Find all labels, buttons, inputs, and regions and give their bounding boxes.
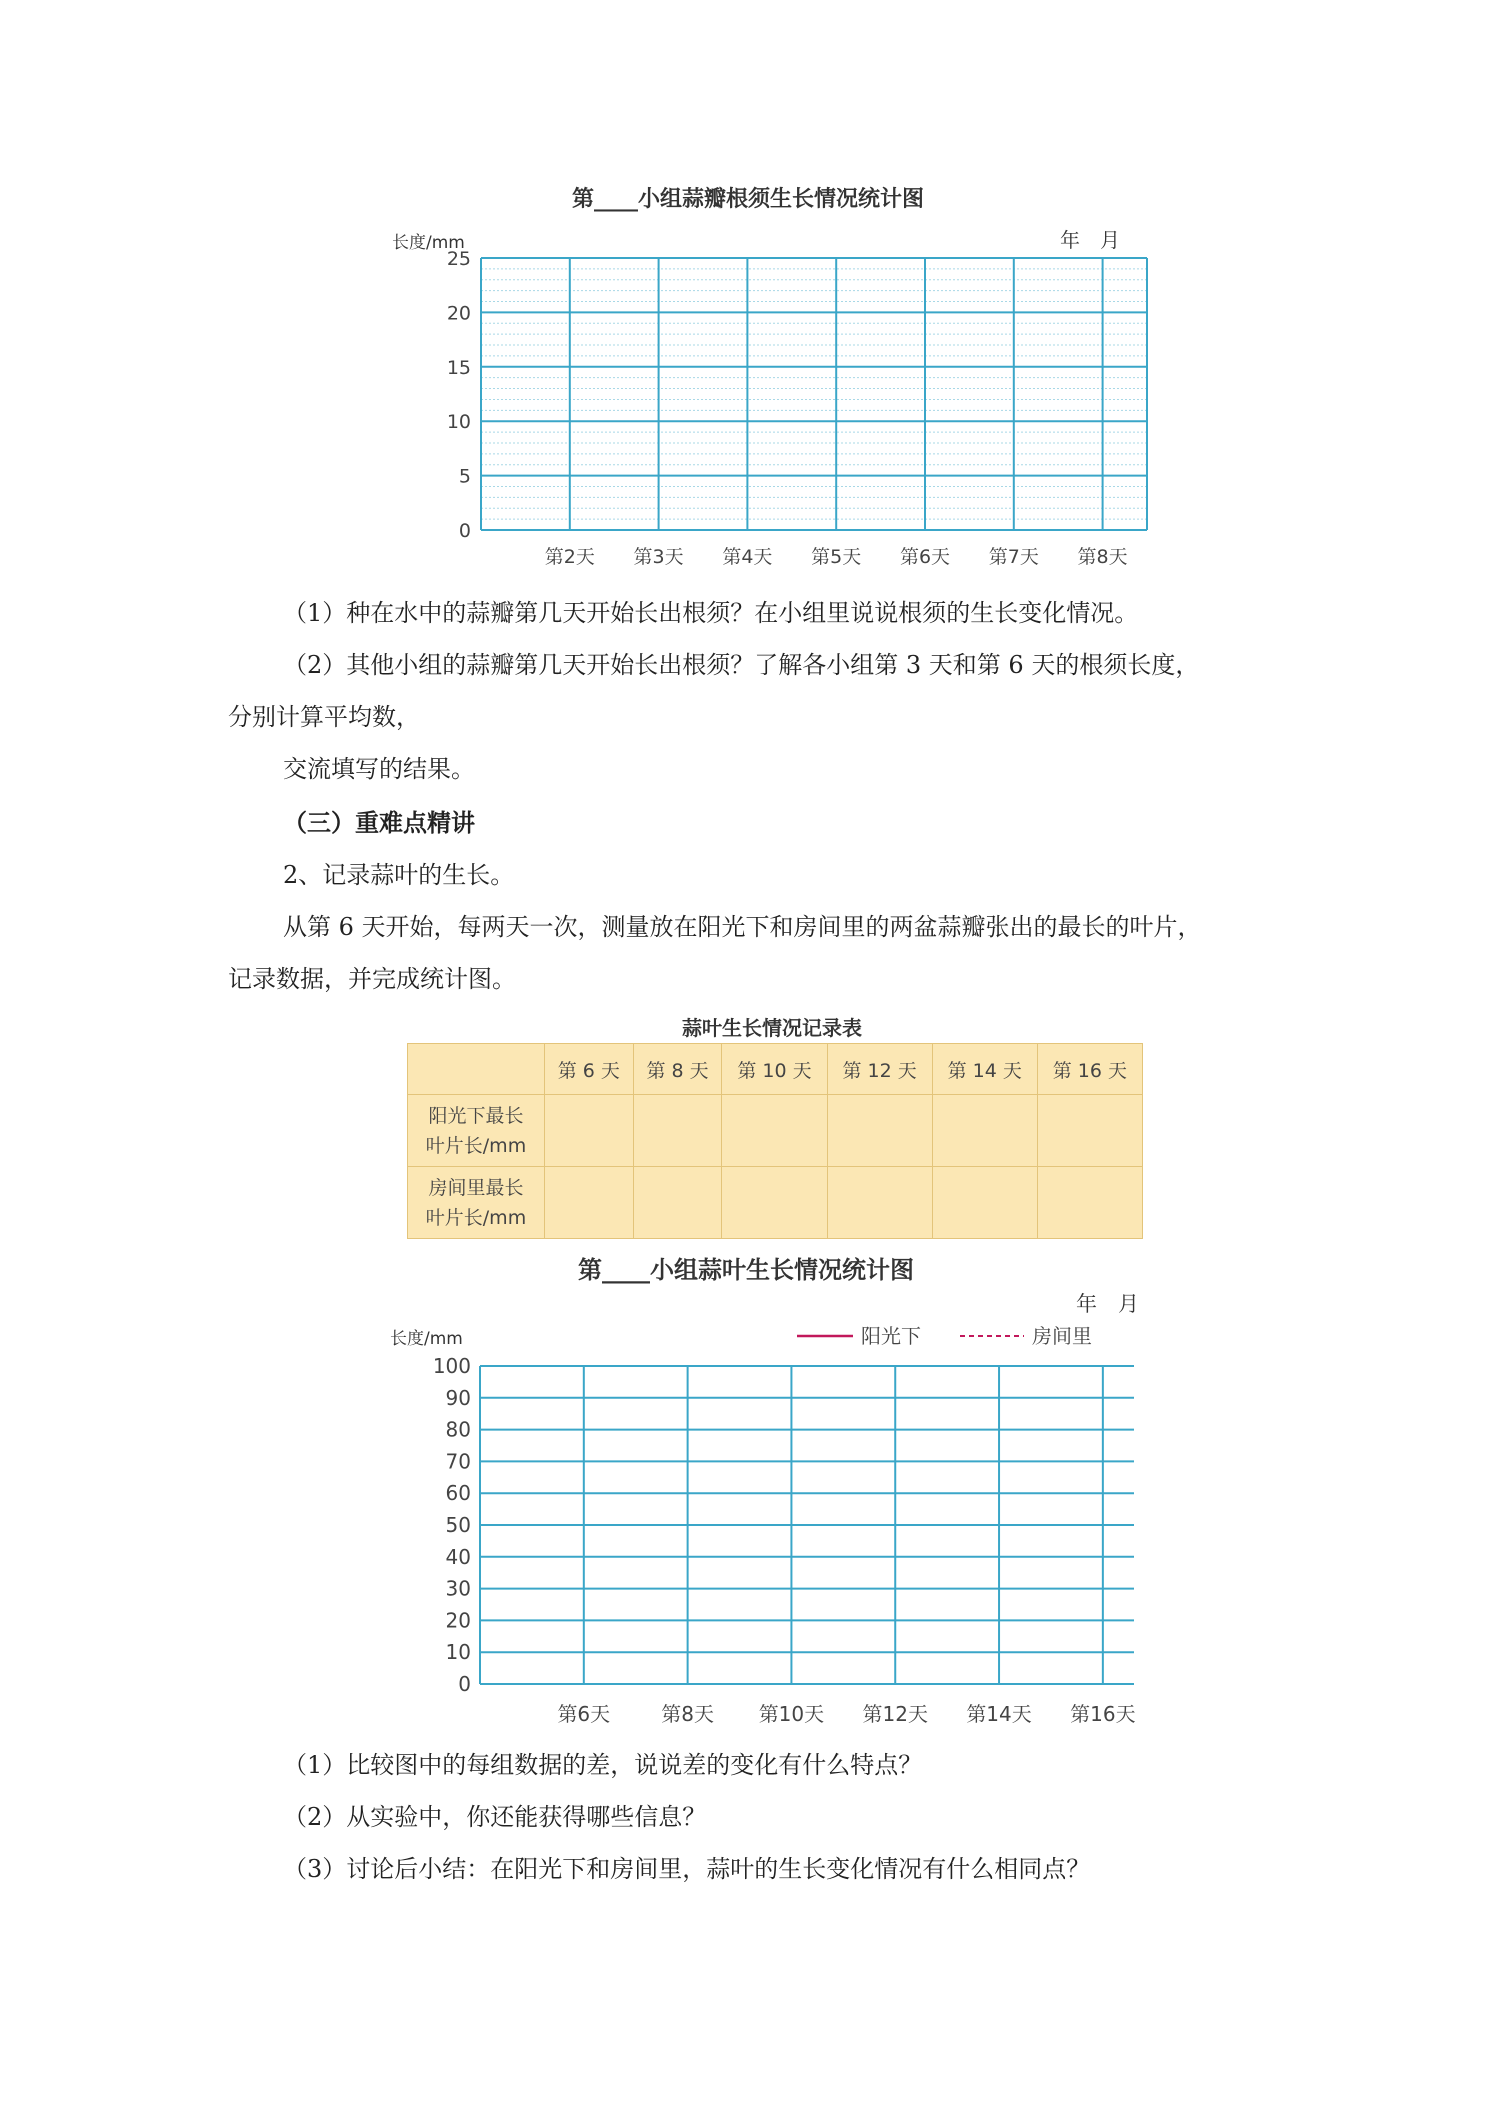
instruction-line2: 记录数据，并完成统计图。 xyxy=(228,965,516,993)
y-tick-label: 40 xyxy=(445,1544,471,1569)
table-cell-empty[interactable] xyxy=(633,1167,722,1239)
chart2-date: 年 月 xyxy=(1076,1292,1139,1316)
y-tick-label: 60 xyxy=(445,1481,471,1506)
y-tick-label: 100 xyxy=(432,1354,471,1378)
chart1-date: 年 月 xyxy=(1060,228,1120,252)
x-tick-label: 第7天 xyxy=(988,546,1039,568)
y-tick-label: 15 xyxy=(446,356,471,379)
table-header-row xyxy=(408,1044,1143,1095)
table-cell-empty[interactable] xyxy=(932,1095,1037,1167)
table-corner-cell xyxy=(408,1044,545,1095)
table-header-cell: 第 6 天 xyxy=(545,1044,634,1095)
legend-sun-label: 阳光下 xyxy=(861,1324,921,1348)
y-tick-label: 20 xyxy=(445,1608,471,1633)
x-tick-label: 第2天 xyxy=(544,546,595,568)
y-tick-label: 10 xyxy=(445,1640,471,1665)
question-2-root-line1: （2）其他小组的蒜瓣第几天开始长出根须？了解各小组第 3 天和第 6 天的根须长度， xyxy=(283,651,1200,679)
chart2-ylabel: 长度/mm xyxy=(390,1329,463,1349)
row-label-room: 房间里最长 叶片长/mm xyxy=(408,1167,545,1239)
y-tick-label: 70 xyxy=(445,1449,471,1474)
table-row xyxy=(408,1167,1143,1239)
y-tick-label: 0 xyxy=(458,520,471,542)
x-tick-label: 第6天 xyxy=(557,1702,611,1726)
record-table-title: 蒜叶生长情况记录表 xyxy=(682,1016,862,1040)
root-growth-chart xyxy=(0,0,1488,600)
table-header-cell: 第 10 天 xyxy=(722,1044,827,1095)
x-tick-label: 第10天 xyxy=(758,1702,825,1726)
table-cell-empty[interactable] xyxy=(633,1095,722,1167)
y-tick-label: 10 xyxy=(446,411,471,434)
x-tick-label: 第5天 xyxy=(811,546,862,568)
table-header-cell: 第 16 天 xyxy=(1037,1044,1142,1095)
table-cell-empty[interactable] xyxy=(722,1095,827,1167)
x-tick-label: 第4天 xyxy=(722,546,773,568)
table-header-cell: 第 8 天 xyxy=(633,1044,722,1095)
row-label-sunlight: 阳光下最长 叶片长/mm xyxy=(408,1095,545,1167)
x-tick-label: 第16天 xyxy=(1070,1702,1136,1726)
instruction-line1: 从第 6 天开始，每两天一次，测量放在阳光下和房间里的两盆蒜瓣张出的最长的叶片， xyxy=(283,913,1202,941)
chart1-title: 第____小组蒜瓣根须生长情况统计图 xyxy=(572,187,925,212)
table-header-cell: 第 12 天 xyxy=(827,1044,932,1095)
table-cell-empty[interactable] xyxy=(1037,1095,1142,1167)
table-cell-empty[interactable] xyxy=(545,1167,634,1239)
table-cell-empty[interactable] xyxy=(545,1095,634,1167)
chart2-legend xyxy=(797,1324,1092,1348)
chart1-ylabel: 长度/mm xyxy=(392,233,465,253)
section-heading: （三）重难点精讲 xyxy=(283,808,475,837)
leaf-record-table xyxy=(407,1043,1143,1239)
leaf-growth-chart xyxy=(0,1300,1488,1740)
chart2-title: 第____小组蒜叶生长情况统计图 xyxy=(578,1256,914,1284)
table-cell-empty[interactable] xyxy=(1037,1167,1142,1239)
table-header-cell: 第 14 天 xyxy=(932,1044,1037,1095)
legend-room-label: 房间里 xyxy=(1032,1324,1092,1348)
question-2-leaf: （2）从实验中，你还能获得哪些信息？ xyxy=(283,1803,707,1831)
question-3-leaf: （3）讨论后小结：在阳光下和房间里，蒜叶的生长变化情况有什么相同点？ xyxy=(283,1855,1091,1883)
x-tick-label: 第14天 xyxy=(966,1702,1032,1726)
y-tick-label: 25 xyxy=(446,248,471,270)
question-1-root: （1）种在水中的蒜瓣第几天开始长出根须？在小组里说说根须的生长变化情况。 xyxy=(283,599,1139,627)
y-tick-label: 90 xyxy=(445,1385,471,1410)
x-tick-label: 第8天 xyxy=(1077,546,1128,568)
table-cell-empty[interactable] xyxy=(932,1167,1037,1239)
exchange-results-text: 交流填写的结果。 xyxy=(283,755,475,783)
question-1-leaf: （1）比较图中的每组数据的差，说说差的变化有什么特点？ xyxy=(283,1751,923,1779)
table-cell-empty[interactable] xyxy=(827,1167,932,1239)
y-tick-label: 30 xyxy=(445,1576,471,1601)
x-tick-label: 第12天 xyxy=(862,1702,928,1726)
y-tick-label: 5 xyxy=(458,465,471,488)
y-tick-label: 50 xyxy=(445,1513,471,1537)
question-2-root-line2: 分别计算平均数， xyxy=(228,703,420,731)
x-tick-label: 第3天 xyxy=(633,546,684,568)
item-2-heading: 2、记录蒜叶的生长。 xyxy=(283,861,515,889)
x-tick-label: 第8天 xyxy=(661,1702,714,1726)
table-cell-empty[interactable] xyxy=(827,1095,932,1167)
y-tick-label: 80 xyxy=(445,1417,471,1442)
y-tick-label: 0 xyxy=(458,1672,471,1696)
table-row xyxy=(408,1095,1143,1167)
y-tick-label: 20 xyxy=(446,302,471,325)
x-tick-label: 第6天 xyxy=(899,546,951,568)
table-cell-empty[interactable] xyxy=(722,1167,827,1239)
